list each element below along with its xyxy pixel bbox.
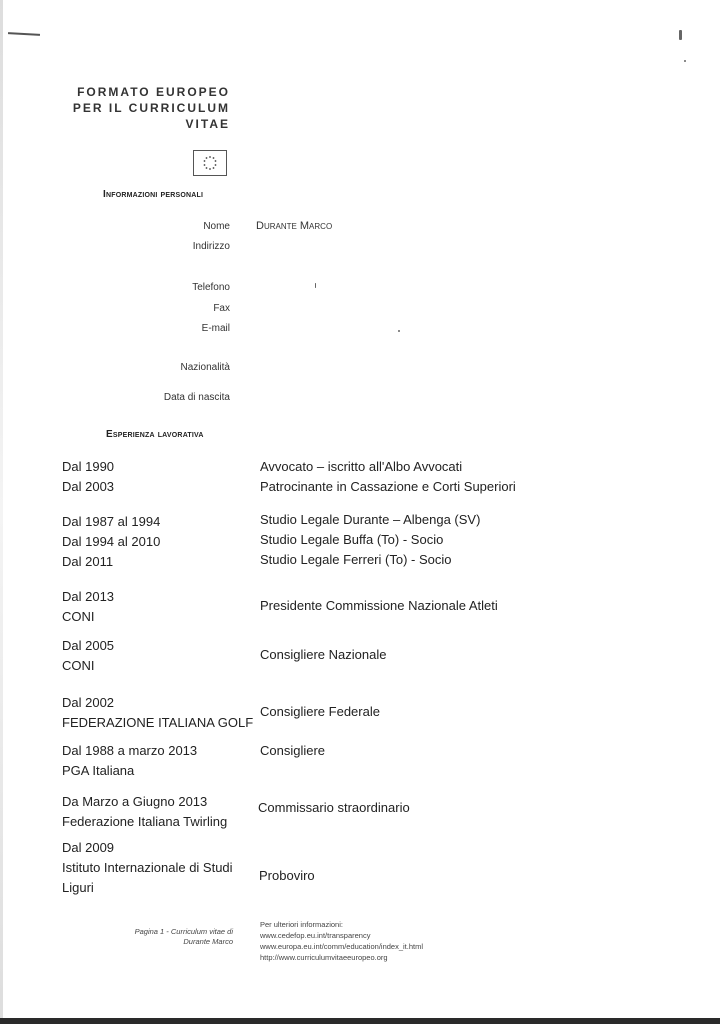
experience-role: Commissario straordinario [258,800,410,815]
experience-date: Dal 2013 [62,589,115,604]
scan-speck [315,283,316,288]
scan-speck [684,60,686,62]
experience-entry [62,636,114,676]
experience-date: Dal 1988 a marzo 2013 [62,743,198,758]
experience-org: FEDERAZIONE ITALIANA GOLF [62,715,254,730]
experience-entry [62,587,114,627]
name-value: Durante Marco [256,220,333,232]
experience-date: Dal 1990 [62,459,115,474]
nationality-label: Nazionalità [180,362,230,373]
experience-org: Istituto Internazionale di Studi [62,860,233,875]
experience-entry [62,741,197,781]
cv-title [60,84,230,132]
footer-link: http://www.curriculumvitaeeuropeo.org [260,953,388,962]
footer-link: www.cedefop.eu.int/transparency [260,931,371,940]
work-experience-heading: Esperienza lavorativa [106,429,204,440]
fax-label: Fax [213,303,230,314]
experience-dates [62,512,160,572]
experience-role: Studio Legale Durante – Albenga (SV) [260,512,481,527]
experience-roles [260,457,516,497]
footer-info-heading: Per ulteriori informazioni: [260,920,343,929]
experience-role: Presidente Commissione Nazionale Atleti [260,598,498,613]
experience-role: Studio Legale Buffa (To) - Socio [260,532,444,547]
experience-role: Consigliere Nazionale [260,647,387,662]
page-number: Pagina 1 - Curriculum vitae di [134,927,233,936]
experience-role: Consigliere [260,743,326,758]
name-label: Nome [203,221,230,232]
experience-org-continued: Liguri [62,880,94,895]
address-label: Indirizzo [192,241,230,252]
scan-edge-bottom [0,1018,720,1024]
experience-org: CONI [62,609,95,624]
experience-date: Dal 2005 [62,638,115,653]
experience-date: Dal 1987 al 1994 [62,514,161,529]
footer-info [260,919,423,963]
footer-link: www.europa.eu.int/comm/education/index_it.html [260,942,424,951]
page-footer [100,927,233,947]
experience-date: Da Marzo a Giugno 2013 [62,794,208,809]
title-line: VITAE [185,117,230,131]
experience-role: Patrocinante in Cassazione e Corti Superiori [260,479,516,494]
experience-entry [62,838,233,898]
email-label: E-mail [201,323,230,334]
title-line: PER IL CURRICULUM [72,101,230,115]
experience-role: Avvocato – iscritto all'Albo Avvocati [260,459,463,474]
experience-dates [62,457,114,497]
experience-org: Federazione Italiana Twirling [62,814,228,829]
experience-date: Dal 2009 [62,840,115,855]
experience-roles [260,510,480,570]
experience-entry [62,792,227,832]
scan-edge-left [0,0,3,1024]
experience-date: Dal 2002 [62,695,115,710]
title-line: FORMATO EUROPEO [77,85,230,99]
experience-org: PGA Italiana [62,763,135,778]
scan-speck [679,30,682,40]
personal-info-heading: Informazioni personali [103,189,204,200]
experience-date: Dal 1994 al 2010 [62,534,161,549]
experience-entry [62,693,253,733]
scan-mark [8,32,40,36]
experience-date: Dal 2003 [62,479,115,494]
experience-role: Proboviro [259,868,315,883]
birth-date-label: Data di nascita [163,392,230,403]
phone-label: Telefono [192,282,230,293]
page-owner: Durante Marco [183,937,233,946]
experience-date: Dal 2011 [62,554,114,569]
scan-speck [398,330,400,332]
experience-role: Studio Legale Ferreri (To) - Socio [260,552,452,567]
experience-role: Consigliere Federale [260,704,380,719]
experience-org: CONI [62,658,95,673]
eu-flag-icon [193,150,227,176]
